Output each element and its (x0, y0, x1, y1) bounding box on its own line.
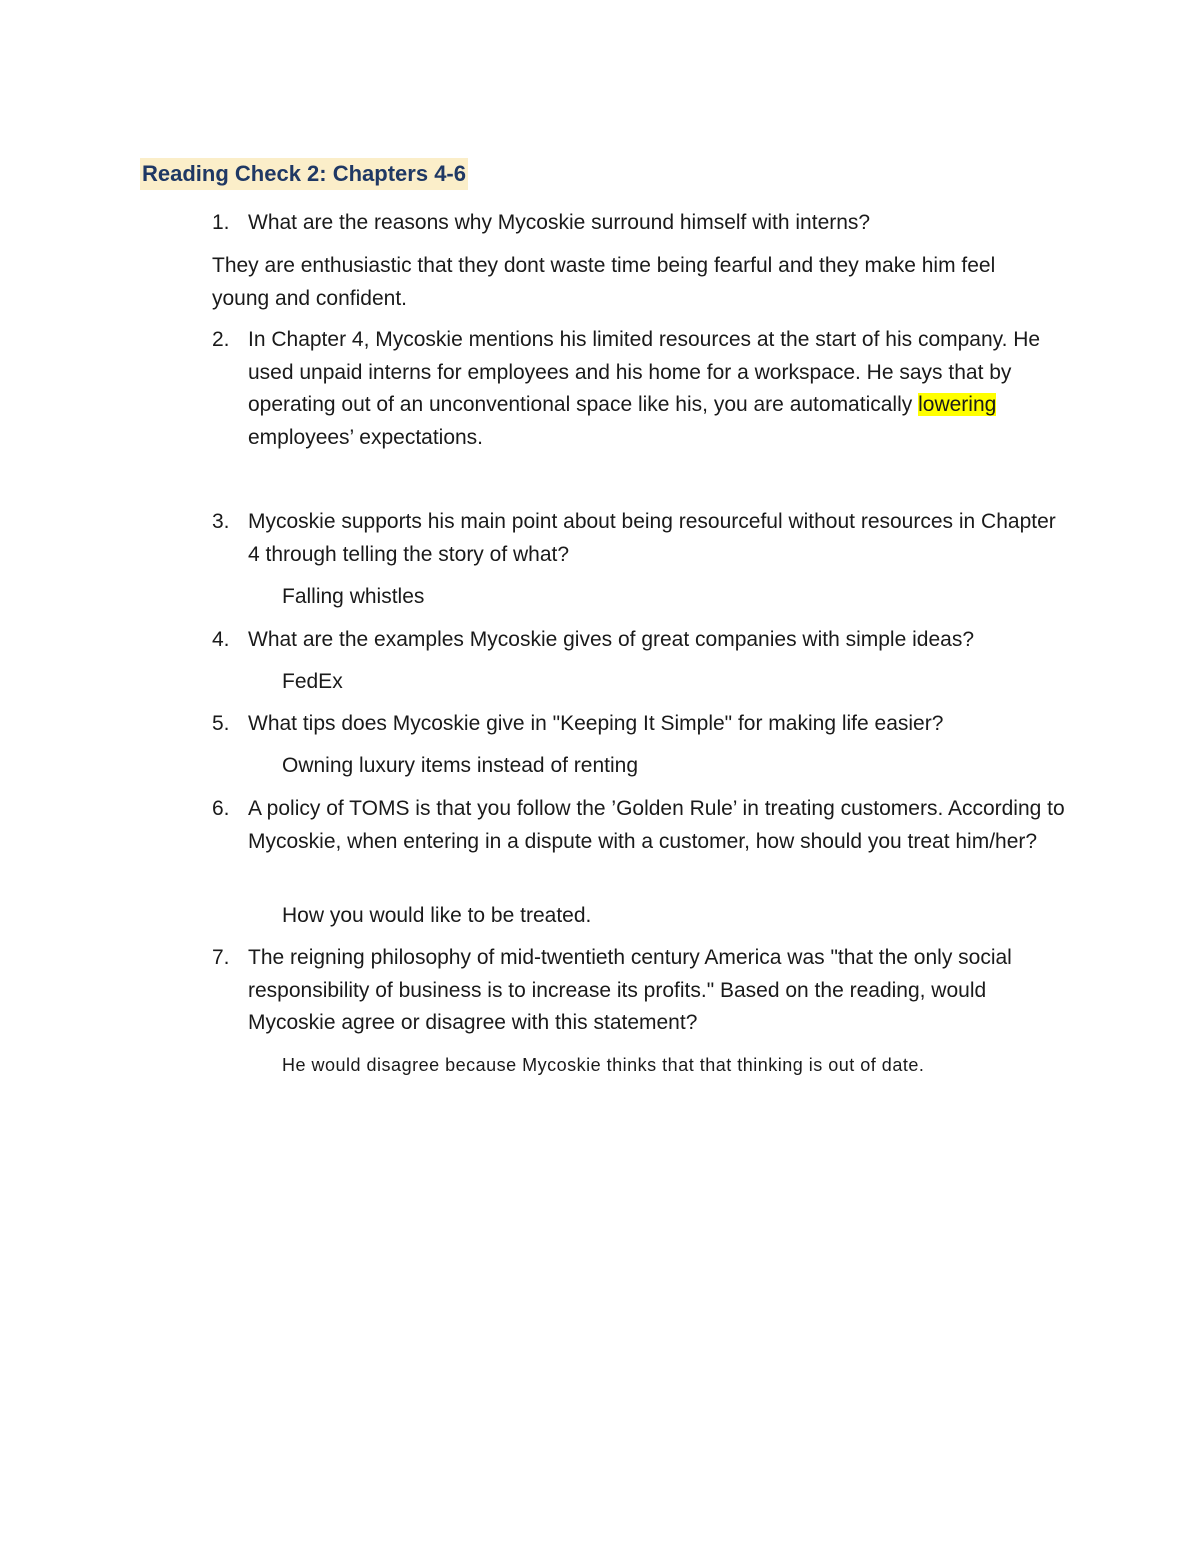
question-text: What tips does Mycoskie give in "Keeping It Simple" for making life easier? (248, 712, 944, 735)
answer-4: FedEx (282, 670, 343, 693)
answer-6: How you would like to be treated. (282, 904, 592, 927)
question-3 (212, 506, 1068, 571)
question-number: 3. (212, 510, 230, 533)
question-text: What are the reasons why Mycoskie surround himself with interns? (248, 211, 871, 234)
question-6 (212, 793, 1068, 858)
question-7 (212, 942, 1068, 1040)
answer-5: Owning luxury items instead of renting (282, 754, 639, 777)
question-number: 6. (212, 797, 230, 820)
question-5 (212, 708, 1068, 741)
answer-7: He would disagree because Mycoskie thinks that that thinking is out of date. (282, 1055, 925, 1075)
question-number: 1. (212, 211, 230, 234)
highlighted-word: lowering (918, 393, 997, 416)
question-1 (212, 207, 1068, 240)
question-text: Mycoskie supports his main point about being resourceful without resources in Chapter 4 through telling the story of what? (248, 510, 1056, 566)
question-text: A policy of TOMS is that you follow the ’Golden Rule’ in treating customers. According to Mycoskie, when entering in a dispute with a customer, how should you treat him/her? (248, 797, 1065, 853)
answer-1: They are enthusiastic that they dont waste time being fearful and they make him feel young and confident. (212, 254, 996, 310)
question-text-end: employees’ expectations. (248, 425, 484, 449)
question-number: 2. (212, 328, 230, 351)
answer-3: Falling whistles (282, 585, 425, 608)
question-text: The reigning philosophy of mid-twentieth century America was "that the only social responsibility of business is to increase its profits." Based on the reading, would Mycoskie agree or disagree with this statement? (248, 946, 1012, 1034)
question-4 (212, 624, 1068, 657)
page-title: Reading Check 2: Chapters 4-6 (140, 158, 468, 190)
question-number: 4. (212, 628, 230, 651)
question-number: 7. (212, 946, 230, 969)
question-text: In Chapter 4, Mycoskie mentions his limited resources at the start of his company. He used unpaid interns for employees and his home for a workspace. He says that by operating out of an unconventional space like his, you are automatically (248, 328, 1041, 416)
question-number: 5. (212, 712, 230, 735)
question-2 (212, 324, 1048, 454)
question-text: What are the examples Mycoskie gives of great companies with simple ideas? (248, 628, 974, 651)
